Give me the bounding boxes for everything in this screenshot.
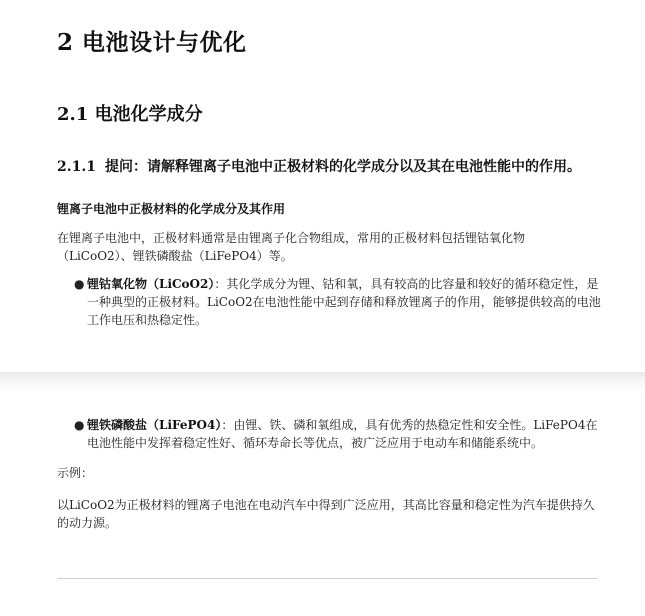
list-item-text xyxy=(87,416,604,452)
bullet-dot-icon: ● xyxy=(74,418,85,432)
list-item-description: ：由锂、铁、磷和氧组成，具有优秀的热稳定性和安全性。LiFePO4在电池性能中发挥着稳定性好、循环寿命长等优点，被广泛应用于电动车和储能系统中。 xyxy=(87,418,598,450)
answer-subheading: 锂离子电池中正极材料的化学成分及其作用 xyxy=(57,202,286,216)
subsection-number: 2.1.1 xyxy=(57,159,96,175)
page-break-divider xyxy=(0,372,645,392)
example-label: 示例： xyxy=(57,466,94,480)
horizontal-rule xyxy=(57,578,597,579)
example-paragraph: 以LiCoO2为正极材料的锂离子电池在电动汽车中得到广泛应用，其高比容量和稳定性为汽车提供持久的动力源。 xyxy=(57,498,595,530)
list-item-term: 锂钴氧化物（LiCoO2） xyxy=(87,277,215,291)
subsection-title: 提问：请解释锂离子电池中正极材料的化学成分以及其在电池性能中的作用。 xyxy=(105,159,581,175)
intro-paragraph: 在锂离子电池中，正极材料通常是由锂离子化合物组成，常用的正极材料包括锂钴氧化物（LiCoO2）、锂铁磷酸盐（LiFePO4）等。 xyxy=(57,231,526,263)
list-item xyxy=(74,416,604,452)
list-item xyxy=(74,275,604,329)
section-heading: 2.1 电池化学成分 xyxy=(57,104,203,125)
chapter-heading: 2 电池设计与优化 xyxy=(57,29,247,56)
subsection-heading xyxy=(57,156,581,176)
list-item-description: ：其化学成分为锂、钴和氧，具有较高的比容量和较好的循环稳定性，是一种典型的正极材料。LiCoO2在电池性能中起到存储和释放锂离子的作用，能够提供较高的电池工作电压和热稳定性。 xyxy=(87,277,601,327)
list-item-term: 锂铁磷酸盐（LiFePO4） xyxy=(87,418,222,432)
bullet-dot-icon: ● xyxy=(74,277,85,291)
list-item-text xyxy=(87,275,604,329)
